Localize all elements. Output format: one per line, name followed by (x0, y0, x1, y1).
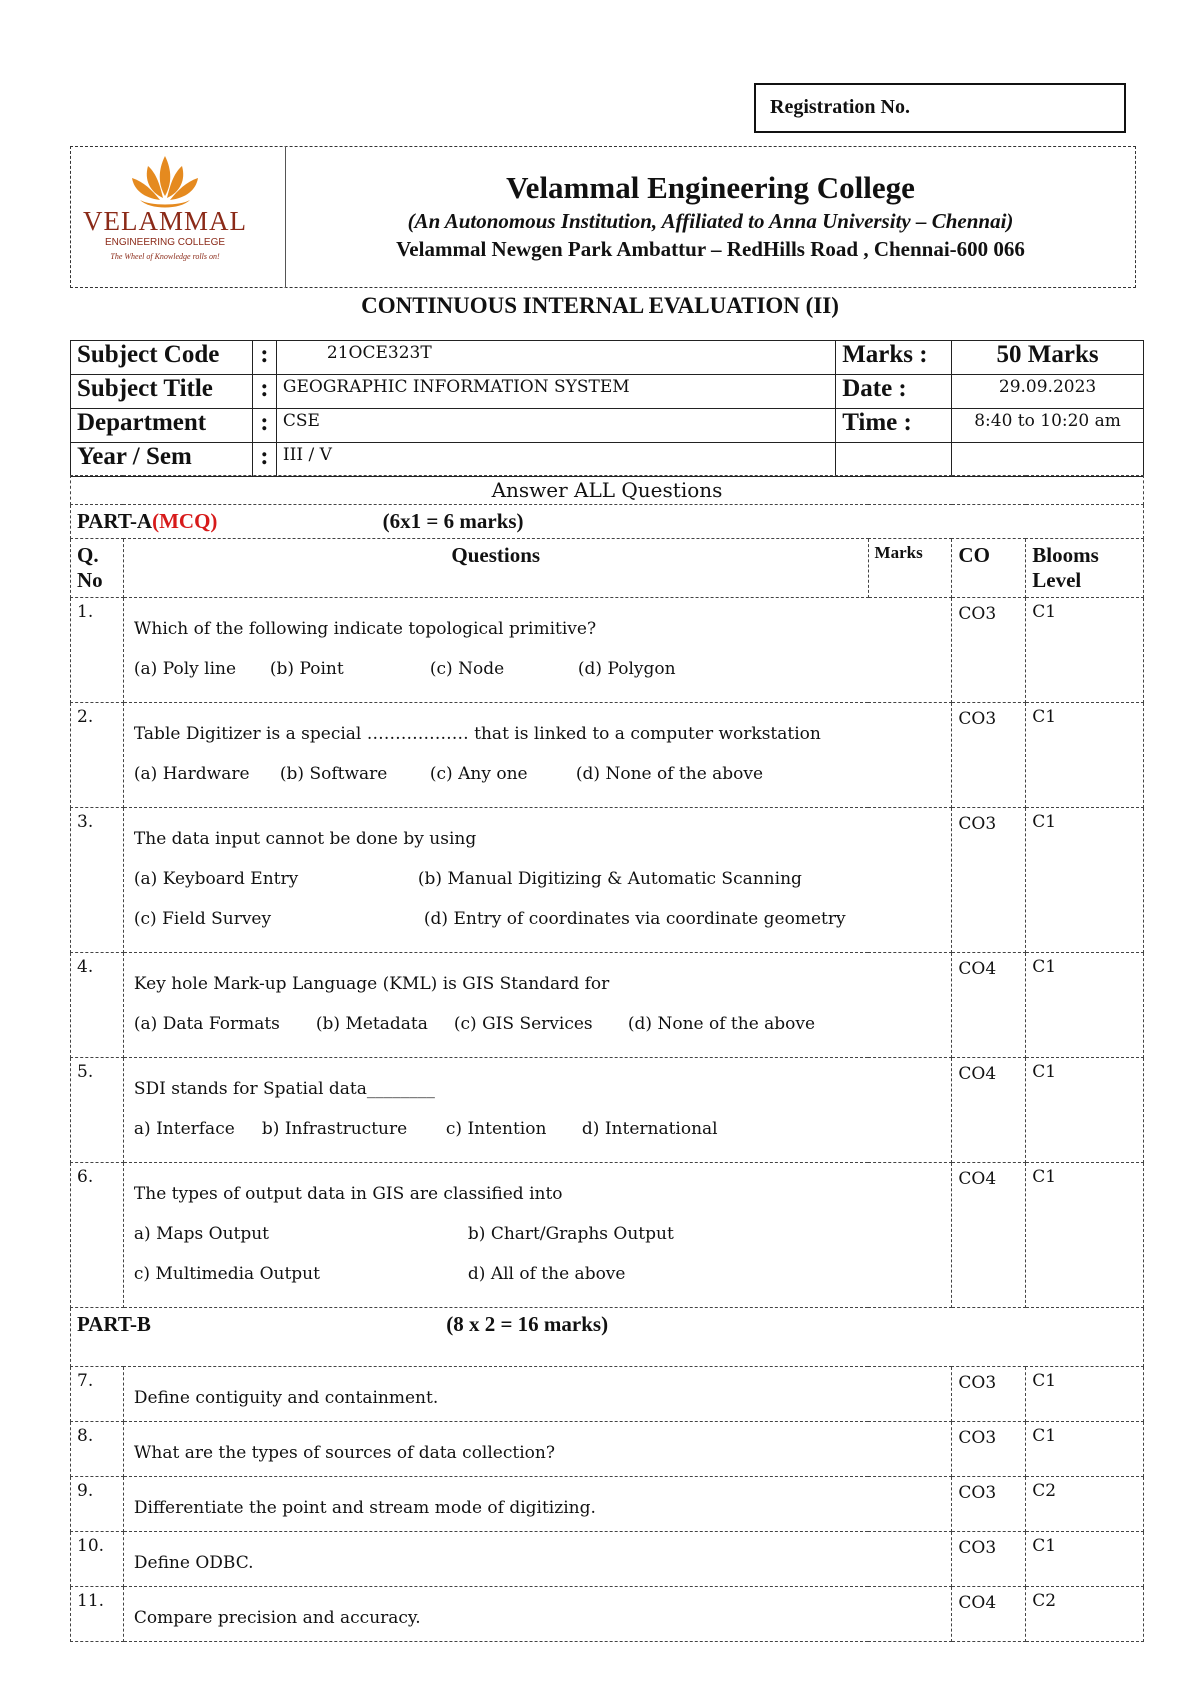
option: (a) Poly line (133, 659, 237, 679)
part-a-label: PART-A (77, 509, 153, 533)
question-number: 7. (71, 1367, 124, 1422)
question-number: 10. (71, 1532, 124, 1587)
college-address: Velammal Newgen Park Ambattur – RedHills Road , Chennai-600 066 (396, 237, 1025, 261)
question-text: Which of the following indicate topological primitive? (133, 619, 597, 639)
co-value: CO3 (952, 598, 1026, 703)
colon: : (252, 375, 276, 409)
option: (a) Keyboard Entry (133, 869, 299, 889)
co-value: CO4 (952, 953, 1026, 1058)
department-value: CSE (276, 409, 835, 443)
question-row (71, 1367, 1144, 1422)
option: (d) Entry of coordinates via coordinate geometry (423, 909, 846, 929)
option: a) Maps Output (133, 1224, 270, 1244)
option: (d) Polygon (577, 659, 676, 679)
question-row (71, 953, 1144, 1058)
svg-text:The Wheel of Knowledge rolls o: The Wheel of Knowledge rolls on! (110, 252, 220, 261)
blooms-value: C1 (1026, 953, 1144, 1058)
question-number: 8. (71, 1422, 124, 1477)
colon: : (252, 341, 276, 375)
question-text-cell (123, 1163, 952, 1308)
co-value: CO4 (952, 1163, 1026, 1308)
question-row (71, 1163, 1144, 1308)
question-number: 5. (71, 1058, 124, 1163)
question-text: Table Digitizer is a special ……………… that is linked to a computer workstation (133, 724, 821, 744)
blooms-value: C1 (1026, 1163, 1144, 1308)
option: b) Chart/Graphs Output (467, 1224, 674, 1244)
co-value: CO3 (952, 1532, 1026, 1587)
registration-label: Registration No. (770, 96, 910, 118)
question-text: The types of output data in GIS are classified into (133, 1184, 563, 1204)
svg-text:VELAMMAL: VELAMMAL (83, 206, 247, 236)
subject-code-value: 21OCE323T (276, 341, 835, 375)
colon: : (252, 443, 276, 477)
co-value: CO3 (952, 703, 1026, 808)
part-b-header (71, 1308, 1144, 1367)
question-options (134, 868, 946, 890)
part-a-mcq-label: (MCQ) (152, 509, 218, 533)
co-value: CO4 (952, 1058, 1026, 1163)
empty-cell (952, 443, 1144, 477)
option: (b) Manual Digitizing & Automatic Scanning (417, 869, 802, 889)
question-options (134, 1223, 946, 1245)
question-options (134, 1118, 946, 1140)
col-questions: Questions (123, 539, 868, 598)
year-sem-label: Year / Sem (71, 443, 253, 477)
option: (c) Field Survey (133, 909, 272, 929)
question-number: 3. (71, 808, 124, 953)
blooms-value: C2 (1026, 1477, 1144, 1532)
option: (c) GIS Services (453, 1014, 593, 1034)
question-options (134, 1263, 946, 1285)
option: (b) Metadata (315, 1014, 428, 1034)
question-row (71, 598, 1144, 703)
co-value: CO4 (952, 1587, 1026, 1642)
option: (a) Data Formats (133, 1014, 280, 1034)
question-row (71, 1477, 1144, 1532)
blooms-value: C1 (1026, 1058, 1144, 1163)
blooms-value: C1 (1026, 1422, 1144, 1477)
blooms-value: C1 (1026, 1367, 1144, 1422)
option: (c) Any one (429, 764, 528, 784)
part-a-header (71, 505, 1144, 539)
option: d) International (581, 1119, 718, 1139)
date-label: Date : (836, 375, 952, 409)
question-row (71, 808, 1144, 953)
question-text-cell (123, 703, 952, 808)
option: c) Intention (445, 1119, 547, 1139)
question-text: Compare precision and accuracy. (133, 1608, 421, 1628)
col-co: CO (952, 539, 1026, 598)
question-text-cell (123, 808, 952, 953)
marks-value: 50 Marks (952, 341, 1144, 375)
question-number: 4. (71, 953, 124, 1058)
question-row (71, 703, 1144, 808)
blooms-value: C2 (1026, 1587, 1144, 1642)
question-options (134, 658, 946, 680)
co-value: CO3 (952, 1477, 1026, 1532)
part-a-marks: (6x1 = 6 marks) (382, 509, 524, 533)
year-sem-value: III / V (276, 443, 835, 477)
exam-info-table (70, 340, 1144, 477)
question-options (134, 763, 946, 785)
co-value: CO3 (952, 808, 1026, 953)
option: b) Infrastructure (261, 1119, 408, 1139)
question-row (71, 1532, 1144, 1587)
option: (a) Hardware (133, 764, 250, 784)
question-text: The data input cannot be done by using (133, 829, 477, 849)
col-qno: Q. No (71, 539, 124, 598)
lotus-icon (132, 156, 198, 208)
blooms-value: C1 (1026, 598, 1144, 703)
question-number: 6. (71, 1163, 124, 1308)
college-logo (80, 148, 250, 268)
answer-all-instruction: Answer ALL Questions (71, 476, 1144, 505)
option: (b) Software (279, 764, 388, 784)
question-number: 11. (71, 1587, 124, 1642)
subject-code-label: Subject Code (71, 341, 253, 375)
co-value: CO3 (952, 1422, 1026, 1477)
college-name: Velammal Engineering College (506, 170, 915, 205)
col-marks: Marks (868, 539, 952, 598)
svg-text:ENGINEERING COLLEGE: ENGINEERING COLLEGE (104, 237, 226, 248)
time-value: 8:40 to 10:20 am (952, 409, 1144, 443)
empty-cell (836, 443, 952, 477)
question-row (71, 1422, 1144, 1477)
question-text: What are the types of sources of data collection? (133, 1443, 555, 1463)
question-number: 9. (71, 1477, 124, 1532)
question-text: Define contiguity and containment. (133, 1388, 439, 1408)
option: (b) Point (269, 659, 344, 679)
question-number: 1. (71, 598, 124, 703)
co-value: CO3 (952, 1367, 1026, 1422)
part-b-label: PART-B (77, 1312, 151, 1336)
date-value: 29.09.2023 (952, 375, 1144, 409)
subject-title-label: Subject Title (71, 375, 253, 409)
option: (d) None of the above (627, 1014, 816, 1034)
questions-table (70, 475, 1144, 1642)
option: a) Interface (133, 1119, 235, 1139)
marks-label: Marks : (836, 341, 952, 375)
part-b-marks: (8 x 2 = 16 marks) (446, 1312, 609, 1336)
blooms-value: C1 (1026, 808, 1144, 953)
question-text: Key hole Mark-up Language (KML) is GIS Standard for (133, 974, 610, 994)
question-row (71, 1058, 1144, 1163)
question-options (134, 908, 946, 930)
question-text-cell (123, 598, 952, 703)
college-affiliation: (An Autonomous Institution, Affiliated to Anna University – Chennai) (407, 209, 1014, 233)
blooms-value: C1 (1026, 1532, 1144, 1587)
question-text: Define ODBC. (133, 1553, 254, 1573)
question-number: 2. (71, 703, 124, 808)
question-options (134, 1013, 946, 1035)
blooms-value: C1 (1026, 703, 1144, 808)
question-text-cell (123, 953, 952, 1058)
question-row (71, 1587, 1144, 1642)
time-label: Time : (836, 409, 952, 443)
subject-title-value: GEOGRAPHIC INFORMATION SYSTEM (276, 375, 835, 409)
exam-title: CONTINUOUS INTERNAL EVALUATION (II) (361, 293, 839, 318)
option: c) Multimedia Output (133, 1264, 320, 1284)
question-text: Differentiate the point and stream mode of digitizing. (133, 1498, 596, 1518)
option: d) All of the above (467, 1264, 626, 1284)
option: (d) None of the above (575, 764, 764, 784)
question-text: SDI stands for Spatial data________ (133, 1079, 435, 1099)
department-label: Department (71, 409, 253, 443)
colon: : (252, 409, 276, 443)
col-blooms: Blooms Level (1026, 539, 1144, 598)
question-text-cell (123, 1058, 952, 1163)
option: (c) Node (429, 659, 505, 679)
